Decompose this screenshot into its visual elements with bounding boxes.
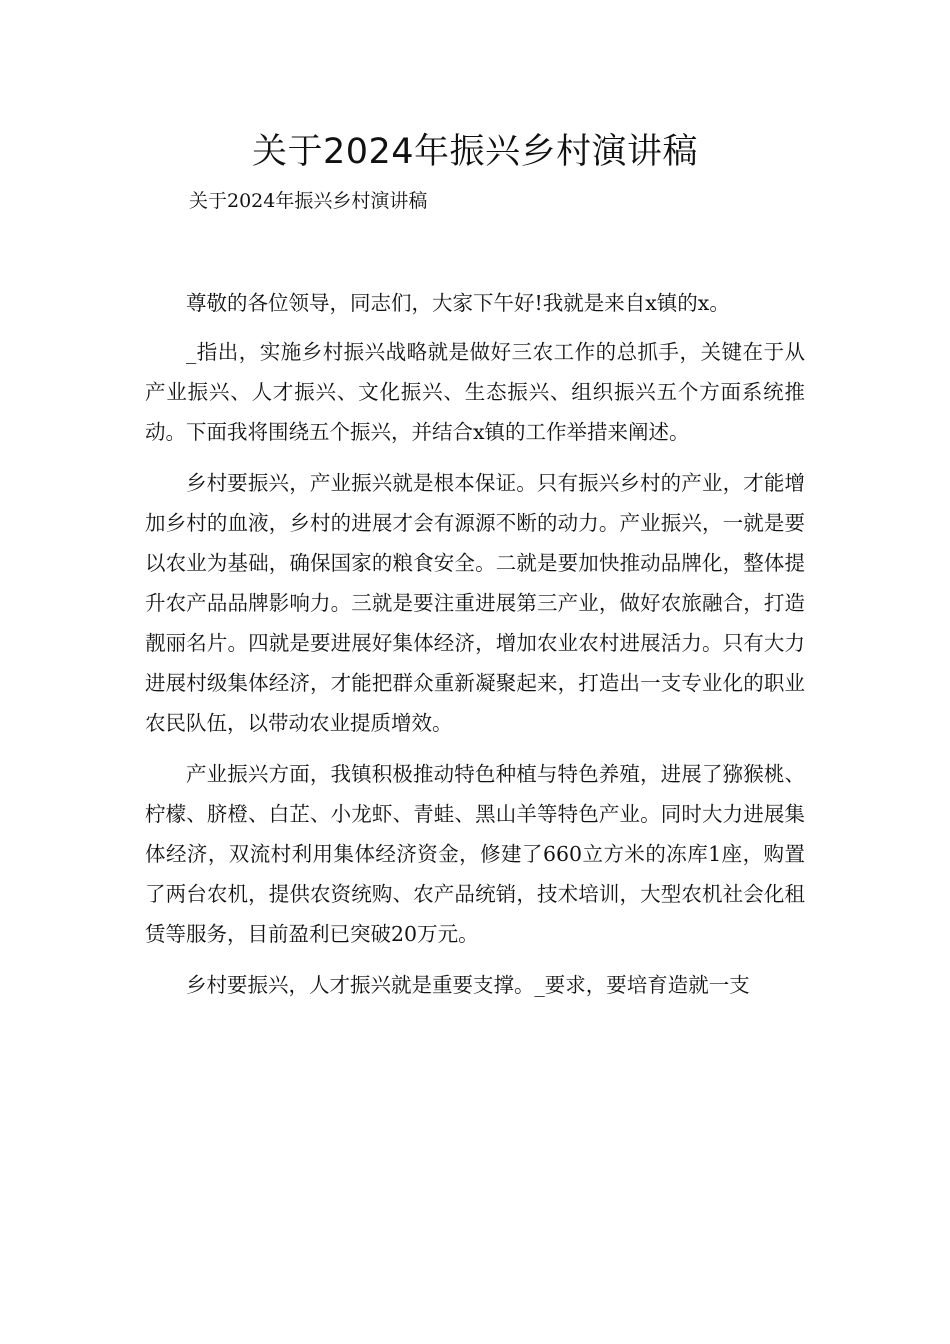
document-subtitle: 关于2024年振兴乡村演讲稿 <box>189 190 428 212</box>
document-body <box>145 283 805 1005</box>
document-title: 关于2024年振兴乡村演讲稿 <box>251 132 699 172</box>
paragraph: 产业振兴方面，我镇积极推动特色种植与特色养殖，进展了猕猴桃、柠檬、脐橙、白芷、小龙虾、青蛙、黑山羊等特色产业。同时大力进展集体经济，双流村利用集体经济资金，修建了660立方米的冻库1座，购置了两台农机，提供农资统购、农产品统销，技术培训，大型农机社会化租赁等服务，目前盈利已突破20万元。 <box>145 762 805 946</box>
paragraph: 乡村要振兴，产业振兴就是根本保证。只有振兴乡村的产业，才能增加乡村的血液，乡村的进展才会有源源不断的动力。产业振兴，一就是要以农业为基础，确保国家的粮食安全。二就是要加快推动品牌化，整体提升农产品品牌影响力。三就是要注重进展第三产业，做好农旅融合，打造靓丽名片。四就是要进展好集体经济，增加农业农村进展活力。只有大力进展村级集体经济，才能把群众重新凝聚起来，打造出一支专业化的职业农民队伍，以带动农业提质增效。 <box>145 471 805 735</box>
paragraph: 乡村要振兴，人才振兴就是重要支撑。_要求，要培育造就一支 <box>186 973 750 997</box>
paragraph-greeting: 尊敬的各位领导，同志们，大家下午好!我就是来自x镇的x。 <box>186 291 730 315</box>
paragraph: _指出，实施乡村振兴战略就是做好三农工作的总抓手，关键在于从产业振兴、人才振兴、文化振兴、生态振兴、组织振兴五个方面系统推动。下面我将围绕五个振兴，并结合x镇的工作举措来阐述。 <box>145 340 805 444</box>
